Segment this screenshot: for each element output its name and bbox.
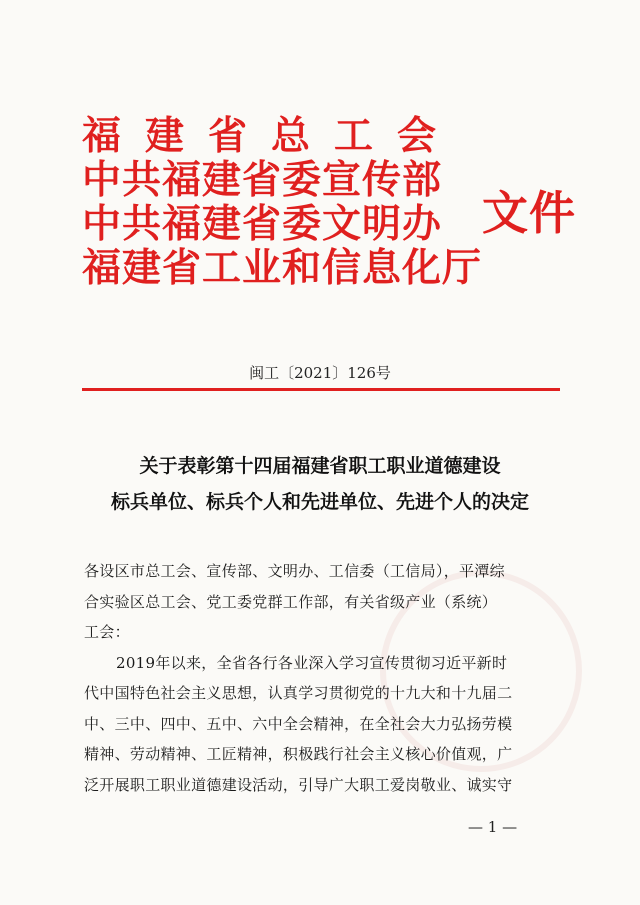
document-suffix: 文件 <box>482 186 576 240</box>
title-line: 关于表彰第十四届福建省职工职业道德建设 <box>139 455 501 477</box>
red-divider <box>82 388 560 391</box>
page-number: — 1 — <box>468 818 518 836</box>
addressee-line: 各设区市总工会、宣传部、文明办、工信委（工信局），平潭综 <box>84 562 505 580</box>
addressee-line: 工会： <box>84 623 130 641</box>
paragraph-line: 2019年以来，全省各行各业深入学习宣传贯彻习近平新时 <box>116 653 508 672</box>
paragraph-line: 泛开展职工职业道德建设活动，引导广大职工爱岗敬业、诚实守 <box>84 775 513 794</box>
document-title <box>60 448 580 520</box>
org-line: 福建省总工会 <box>82 114 461 159</box>
document-body <box>84 556 564 800</box>
org-line: 福建省工业和信息化厅 <box>82 246 483 291</box>
paragraph-line: 中、三中、四中、五中、六中全会精神，在全社会大力弘扬劳模 <box>84 714 513 733</box>
org-line: 中共福建省委宣传部 <box>82 158 443 203</box>
document-number: 闽工〔2021〕126号 <box>249 364 391 382</box>
title-line: 标兵单位、标兵个人和先进单位、先进个人的决定 <box>110 491 529 513</box>
issuing-organizations <box>82 115 482 291</box>
org-line: 中共福建省委文明办 <box>82 202 443 247</box>
paragraph-line: 代中国特色社会主义思想，认真学习贯彻党的十九大和十九届二 <box>84 684 513 702</box>
paragraph-line: 精神、劳动精神、工匠精神，积极践行社会主义核心价值观，广 <box>84 745 513 763</box>
addressee-line: 合实验区总工会、党工委党群工作部，有关省级产业（系统） <box>84 592 498 611</box>
document-header <box>82 115 602 305</box>
